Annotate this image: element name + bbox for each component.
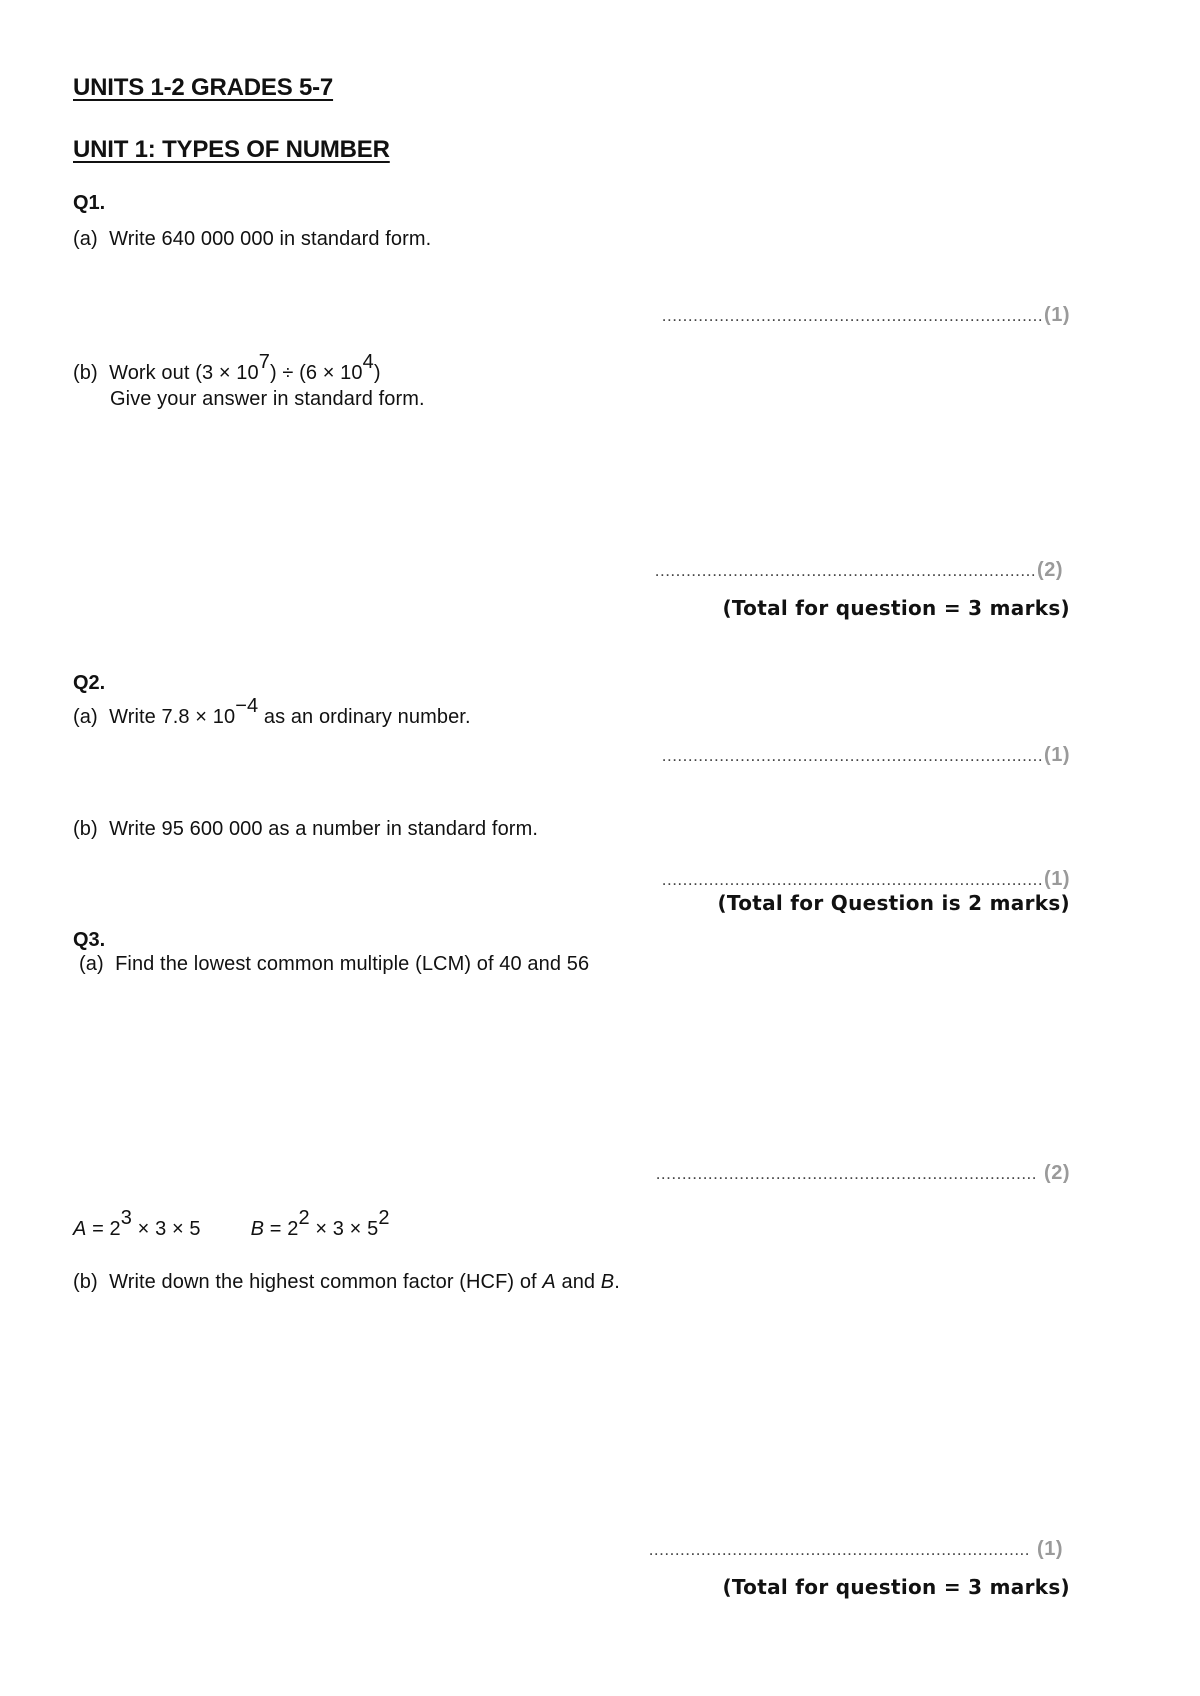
- exponent: −4: [235, 695, 259, 718]
- question-3-label: Q3.: [73, 929, 106, 951]
- q2b-text: [73, 818, 538, 841]
- page-title: UNITS 1-2 GRADES 5-7: [73, 74, 334, 101]
- answer-dots: .........................................................................: [661, 870, 1044, 889]
- exponent: 7: [258, 351, 270, 374]
- def-b-mid: × 3 × 5: [309, 1218, 379, 1240]
- q2b-question: Write 95 600 000 as a number in standard form.: [109, 818, 538, 840]
- q1b-expr-end: ): [373, 362, 381, 384]
- q1a-question: Write 640 000 000 in standard form.: [109, 228, 432, 250]
- q1b-instruction: Give your answer in standard form.: [110, 388, 425, 410]
- question-2-label: Q2.: [73, 672, 106, 694]
- def-a-start: = 2: [86, 1218, 121, 1240]
- q1a-answer-line[interactable]: [662, 304, 1070, 327]
- q1b-expr-mid: ) ÷ (6 × 10: [269, 362, 363, 384]
- q1b-text: [73, 351, 381, 385]
- exponent: 2: [298, 1207, 310, 1230]
- q2a-text: [73, 695, 471, 729]
- q3b-question-mid: and: [555, 1271, 601, 1293]
- answer-dots: .........................................................................: [655, 1164, 1037, 1183]
- marks-badge: (1): [1044, 868, 1070, 890]
- q1b-expr-start: Work out (3 × 10: [109, 362, 259, 384]
- q2-total: (Total for Question is 2 marks): [717, 891, 1070, 915]
- answer-dots: .........................................................................: [661, 746, 1044, 765]
- marks-badge: (1): [1031, 1538, 1063, 1560]
- exponent: 3: [120, 1207, 133, 1230]
- q2a-expr-end: as an ordinary number.: [258, 706, 471, 728]
- q3b-question-end: .: [614, 1271, 620, 1293]
- question-1-label: Q1.: [73, 192, 106, 214]
- q2b-answer-line[interactable]: [662, 868, 1070, 891]
- q3b-text: [73, 1271, 620, 1294]
- answer-dots: .........................................................................: [661, 306, 1044, 325]
- def-a-end: × 3 × 5: [132, 1218, 201, 1240]
- part-label: (b): [73, 818, 98, 840]
- marks-badge: (1): [1044, 304, 1070, 326]
- variable-a: A: [73, 1218, 87, 1240]
- variable-b: B: [600, 1271, 615, 1293]
- q3-definitions: [73, 1207, 390, 1241]
- q3a-question: Find the lowest common multiple (LCM) of 40 and 56: [115, 953, 590, 975]
- answer-dots: .........................................................................: [654, 561, 1037, 580]
- q1b-answer-line[interactable]: [655, 559, 1063, 582]
- part-label: (a): [79, 953, 104, 975]
- part-label: (b): [73, 362, 98, 384]
- def-b-start: = 2: [264, 1218, 299, 1240]
- marks-badge: (1): [1044, 744, 1070, 766]
- part-label: (a): [73, 706, 98, 728]
- q3b-answer-line[interactable]: [649, 1538, 1063, 1561]
- variable-a: A: [542, 1271, 556, 1293]
- part-label: (b): [73, 1271, 98, 1293]
- q3b-question-start: Write down the highest common factor (HCF) of: [109, 1271, 543, 1293]
- q1a-text: [73, 228, 431, 251]
- q3a-text: [79, 953, 589, 976]
- part-label: (a): [73, 228, 98, 250]
- marks-badge: (2): [1038, 1162, 1070, 1184]
- exponent: 2: [378, 1207, 390, 1230]
- unit-title: UNIT 1: TYPES OF NUMBER: [73, 136, 390, 163]
- q3a-answer-line[interactable]: [656, 1162, 1070, 1185]
- q2a-expr-start: Write 7.8 × 10: [109, 706, 236, 728]
- marks-badge: (2): [1037, 559, 1063, 581]
- q1-total: (Total for question = 3 marks): [722, 596, 1070, 620]
- q3-total: (Total for question = 3 marks): [722, 1575, 1070, 1599]
- exponent: 4: [362, 351, 374, 374]
- variable-b: B: [250, 1218, 265, 1240]
- answer-dots: .........................................................................: [648, 1540, 1030, 1559]
- q2a-answer-line[interactable]: [662, 744, 1070, 767]
